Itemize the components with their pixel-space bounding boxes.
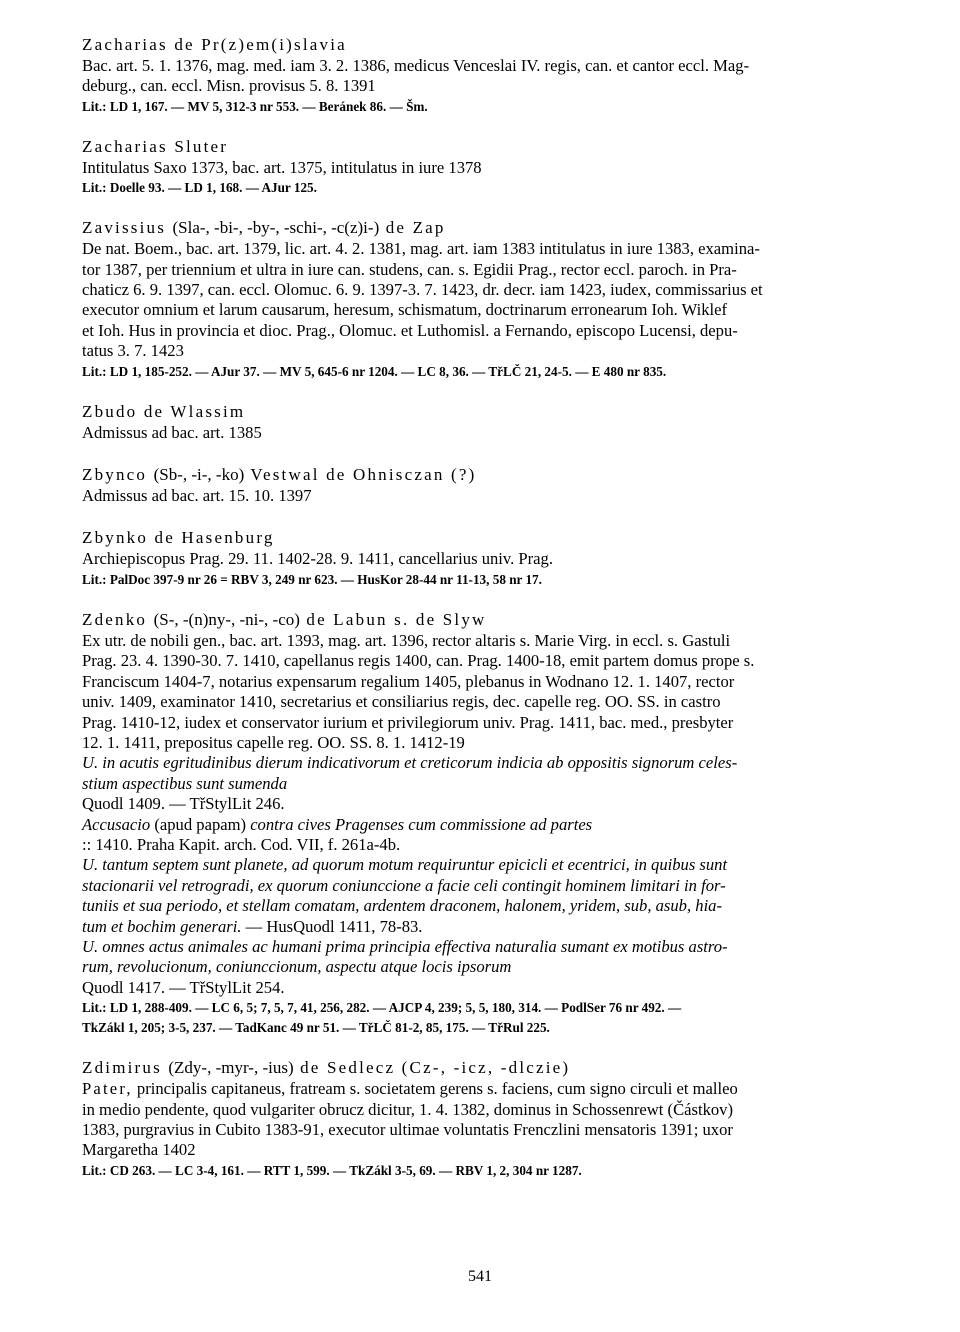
entry-zavissius-de-zap <box>82 217 882 381</box>
entry-heading <box>82 464 882 486</box>
entry-body: Admissus ad bac. art. 15. 10. 1397 <box>82 486 312 506</box>
work-source: :: 1410. Praha Kapit. arch. Cod. VII, f. 261a-4b. <box>82 834 401 854</box>
heading-name: Zbudo de Wlassim <box>82 401 246 421</box>
heading-name: Zacharias Sluter <box>82 136 229 156</box>
heading-name: Zacharias de Pr(z)em(i)slavia <box>82 35 347 54</box>
heading-name: Zdenko <box>82 609 148 629</box>
entry-heading <box>82 609 882 631</box>
dictionary-page <box>82 34 882 1181</box>
entry-zacharias-de-przemislavia <box>82 34 882 117</box>
entry-body: Intitulatus Saxo 1373, bac. art. 1375, intitulatus in iure 1378 <box>82 157 482 177</box>
work-note: (apud papam) <box>150 814 251 834</box>
work-item <box>82 855 882 937</box>
heading-variants: (Sla-, -bi-, -by-, -schi-, -c(z)i-) <box>172 218 380 238</box>
entry-heading <box>82 34 882 56</box>
heading-name: Zbynko de Hasenburg <box>82 528 275 548</box>
entry-zbudo-de-wlassim <box>82 401 882 443</box>
entry-literature: Lit.: CD 263. — LC 3-4, 161. — RTT 1, 599. — TkZákl 3-5, 69. — RBV 1, 2, 304 nr 1287. <box>82 1162 582 1178</box>
work-item <box>82 815 882 856</box>
heading-name: Zbynco <box>82 465 148 485</box>
work-item <box>82 937 882 998</box>
work-title: U. omnes actus animales ac humani prima principia effectiva naturalia sumant ex motibus astro- rum, revolucionum, coniunccionum, aspectu atque locis ipsorum <box>82 936 728 977</box>
work-title: Accusacio <box>82 814 151 834</box>
work-source: Quodl 1409. — TřStylLit 246. <box>82 794 285 814</box>
heading-variants: (S-, -(n)ny-, -ni-, -co) <box>153 609 300 629</box>
entry-body: Ex utr. de nobili gen., bac. art. 1393, mag. art. 1396, rector altaris s. Marie Virg. in eccl. s. Gastuli Prag. 23. 4. 1390-30. 7. 1410, capellanus regis 1400, can. Prag. 1400-18, emit partem domus prope s. Franciscum 1404-7, notarius expensarum regalium 1405, plebanus in Wodnano 12. 1. 1407, rector univ. 1409, examinator 1410, secretarius et consiliarius regis, dec. capelle reg. OO. SS. in castro Prag. 1410-12, iudex et conservator iurium et privilegiorum univ. Prag. 1411, bac. med., presbyter 12. 1. 1411, prepositus capelle reg. OO. SS. 8. 1. 1412-19 <box>82 630 755 752</box>
work-title: U. tantum septem sunt planete, ad quorum motum requiruntur epicicli et ecentrici, in quibus sunt stacionarii vel retrogradi, ex quorum coniunccione a facie celi contingit hominem limitari in for- tuniis et sua periodo, et stellam comatam, ardentem draconem, halonem, yridem, sub, asub, hia- tum et bochim generari. <box>82 855 728 936</box>
heading-rest: Vestwal de Ohnisczan (?) <box>250 465 477 485</box>
heading-rest: de Labun s. de Slyw <box>306 609 487 629</box>
heading-rest: de Zap <box>385 218 446 238</box>
heading-rest: de Sedlecz (Cz-, -icz, -dlczie) <box>300 1058 571 1078</box>
entry-zdimirus-de-sedlecz <box>82 1057 882 1181</box>
entry-zdenko-de-labun <box>82 609 882 1038</box>
entry-heading <box>82 527 882 549</box>
entry-body: Admissus ad bac. art. 1385 <box>82 422 262 442</box>
entry-literature: Lit.: LD 1, 167. — MV 5, 312-3 nr 553. — Beránek 86. — Šm. <box>82 98 428 114</box>
body-text: principalis capitaneus, fratream s. societatem gerens s. faciens, cum signo circuli et malleo in medio pendente, quod vulgariter obrucz dicitur, 1. 4. 1382, dominus in Schossenrewt (Částkov) 1383, purgravius in Cubito 1383-91, executor ultimae voluntatis Frenczlini mensatoris 1391; uxor Margaretha 1402 <box>82 1079 738 1160</box>
heading-name: Zavissius <box>82 218 167 238</box>
entry-zbynco-vestwal <box>82 464 882 506</box>
entry-heading <box>82 217 882 239</box>
work-source: — HusQuodl 1411, 78-83. <box>241 916 423 936</box>
work-title-cont: contra cives Pragenses cum commissione ad partes <box>250 814 593 834</box>
entry-body: Archiepiscopus Prag. 29. 11. 1402-28. 9. 1411, cancellarius univ. Prag. <box>82 549 553 569</box>
entry-heading <box>82 136 882 158</box>
entry-heading <box>82 1057 882 1079</box>
work-title: U. in acutis egritudinibus dierum indicativorum et creticorum indicia ab oppositis signorum celes- stium aspectibus sunt sumenda <box>82 753 738 793</box>
entry-body: Bac. art. 5. 1. 1376, mag. med. iam 3. 2. 1386, medicus Venceslai IV. regis, can. et cantor eccl. Mag- deburg., can. eccl. Misn. provisus 5. 8. 1391 <box>82 56 750 96</box>
entry-body: De nat. Boem., bac. art. 1379, lic. art. 4. 2. 1381, mag. art. iam 1383 intitulatus in iure 1383, examina- tor 1387, per triennium et ultra in iure can. studens, can. s. Egidii Prag., rector eccl. paroch. in Pra- chaticz 6. 9. 1397, can. eccl. Olomuc. 6. 9. 1397-3. 7. 1423, dr. decr. iam 1423, iudex, commissarius et executor omnium et larum causarum, heresum, schismatum, doctrinarum erronearum Ioh. Wiklef et Ioh. Hus in provincia et dioc. Prag., Olomuc. et Luthomisl. a Fernando, episcopo Lucensi, depu- tatus 3. 7. 1423 <box>82 239 763 361</box>
heading-variants: (Sb-, -i-, -ko) <box>153 465 245 485</box>
entry-zbynko-de-hasenburg <box>82 527 882 589</box>
entry-literature: Lit.: LD 1, 288-409. — LC 6, 5; 7, 5, 7, 41, 256, 282. — AJCP 4, 239; 5, 5, 180, 314. — PodlSer 76 nr 492. — TkZákl 1, 205; 3-5, 237. — TadKanc 49 nr 51. — TřLČ 81-2, 85, 175. — TřRul 225. <box>82 1000 682 1036</box>
entry-literature: Lit.: Doelle 93. — LD 1, 168. — AJur 125. <box>82 180 317 196</box>
heading-variants: (Zdy-, -myr-, -ius) <box>168 1058 294 1078</box>
work-source: Quodl 1417. — TřStylLit 254. <box>82 977 285 997</box>
entry-literature: Lit.: LD 1, 185-252. — AJur 37. — MV 5, 645-6 nr 1204. — LC 8, 36. — TřLČ 21, 24-5. — E 480 nr 835. <box>82 363 667 379</box>
entry-literature: Lit.: PalDoc 397-9 nr 26 = RBV 3, 249 nr 623. — HusKor 28-44 nr 11-13, 58 nr 17. <box>82 571 542 587</box>
entry-body <box>82 1079 882 1161</box>
work-item <box>82 753 882 814</box>
heading-name: Zdimirus <box>82 1058 162 1078</box>
entry-heading <box>82 401 882 423</box>
entry-zacharias-sluter <box>82 136 882 198</box>
page-number: 541 <box>468 1268 492 1285</box>
body-spaced-word: Pater, <box>82 1079 133 1099</box>
